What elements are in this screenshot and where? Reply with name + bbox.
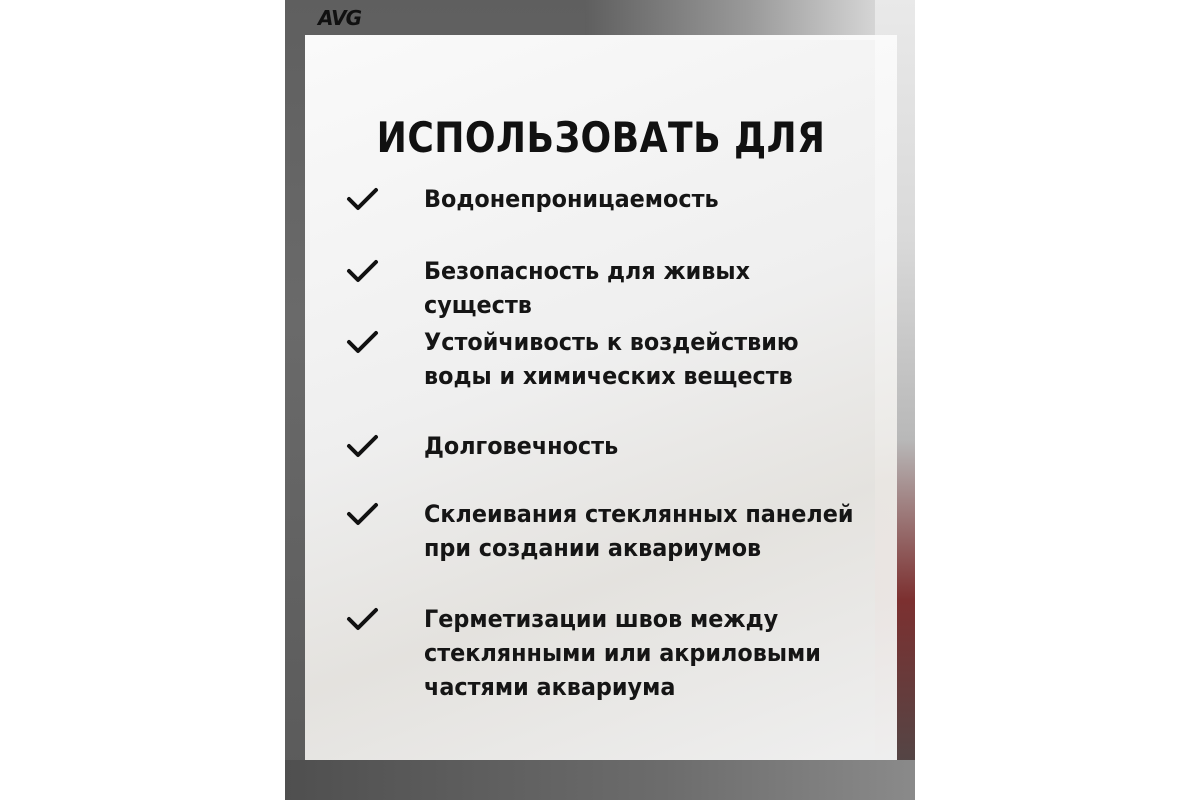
list-item-label: Герметизации швов между стеклянными или акриловыми частями аквариума	[424, 605, 821, 701]
list-item-label: Склеивания стеклянных панелей при создании аквариумов	[424, 500, 854, 562]
checkmark-icon	[345, 185, 381, 215]
brand-logo: AVG	[318, 6, 362, 30]
background-photo-top	[585, 0, 915, 40]
info-card	[305, 35, 897, 760]
page-title: ИСПОЛЬЗОВАТЬ ДЛЯ	[376, 113, 826, 162]
checkmark-icon	[345, 328, 381, 358]
list-item-label: Водонепроницаемость	[424, 185, 719, 213]
checkmark-icon	[345, 500, 381, 530]
checkmark-icon	[345, 257, 381, 287]
list-item-label: Безопасность для живых существ	[424, 257, 751, 319]
poster	[285, 0, 915, 800]
list-item-label: Долговечность	[424, 432, 619, 460]
list-item-label: Устойчивость к воздействию воды и химических веществ	[424, 328, 799, 390]
background-photo-bottom	[285, 760, 915, 800]
checkmark-icon	[345, 605, 381, 635]
checkmark-icon	[345, 432, 381, 462]
